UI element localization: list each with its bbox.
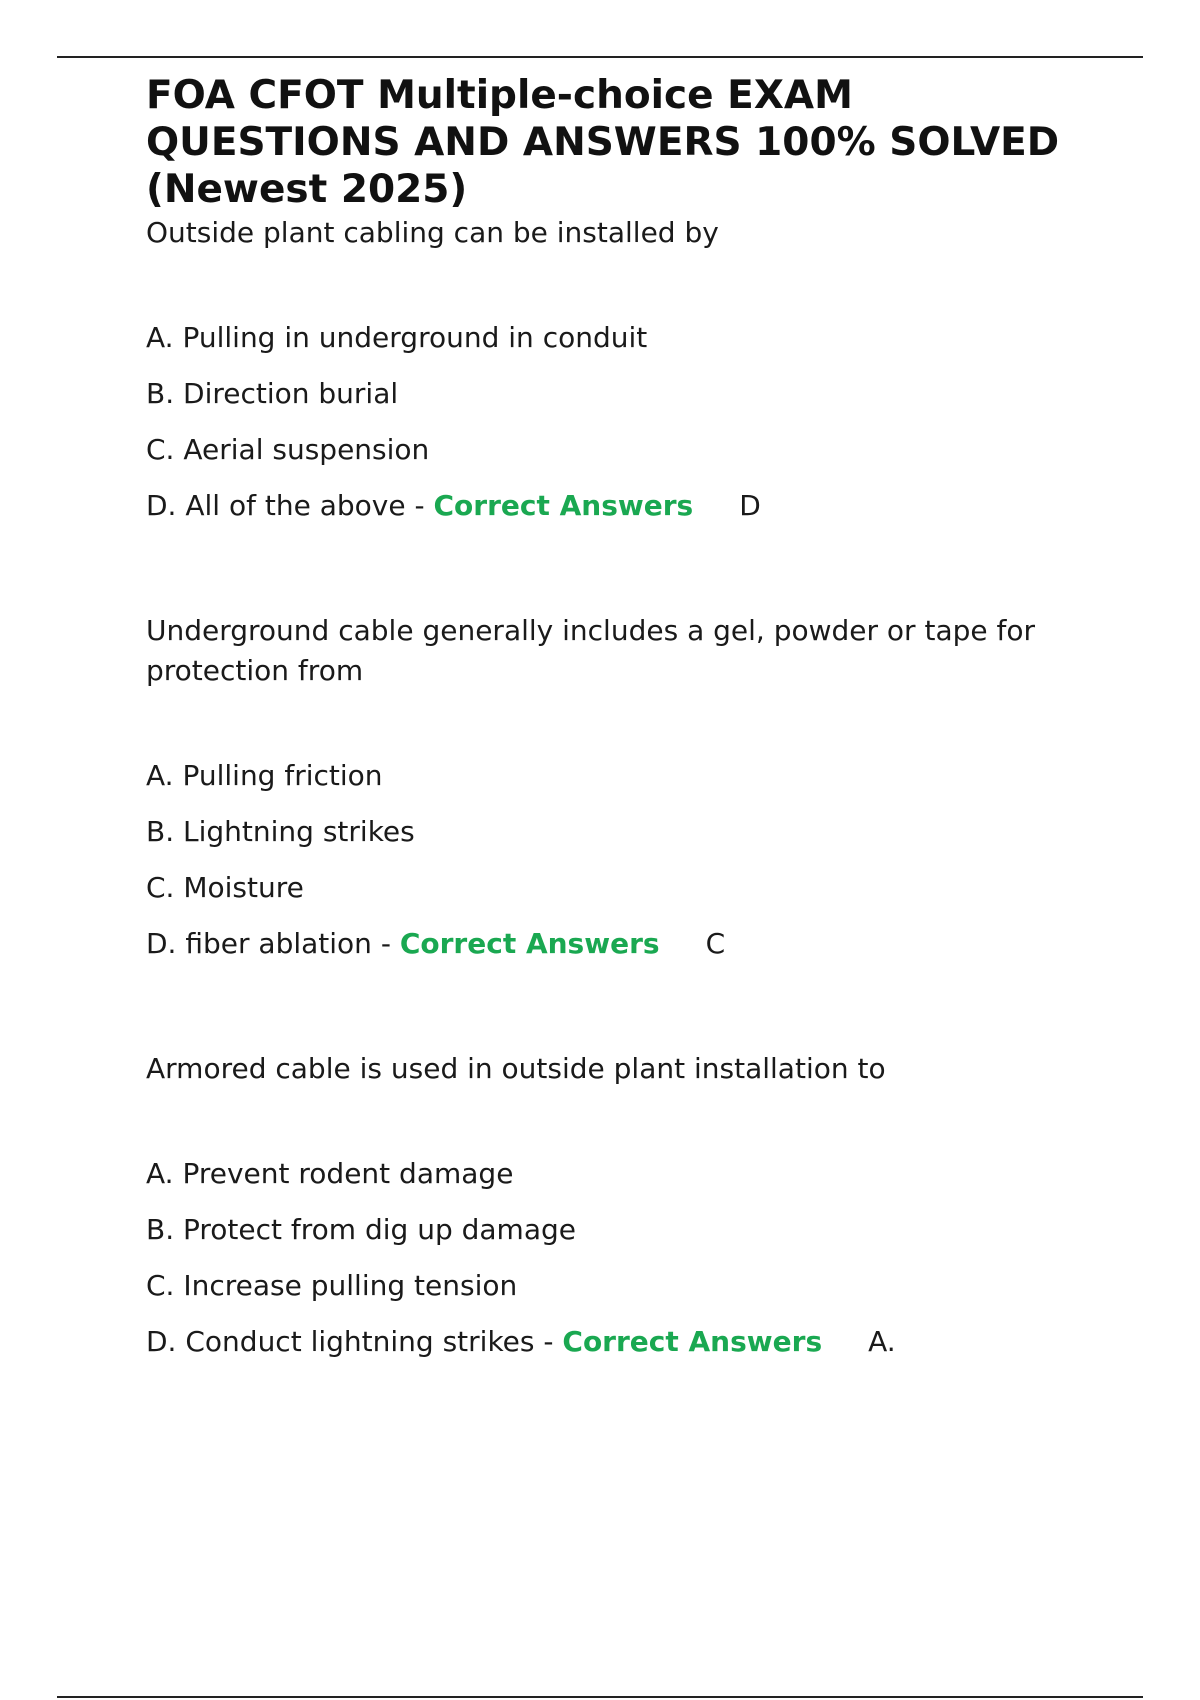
correct-answers-label: Correct Answers	[399, 927, 660, 960]
answer-letter: C	[705, 927, 726, 960]
option-d-text: D. fiber ablation -	[146, 927, 400, 960]
option-c: C. Increase pulling tension	[146, 1269, 518, 1302]
document-body	[146, 72, 1086, 1361]
correct-answers-label: Correct Answers	[562, 1325, 823, 1358]
option-d	[146, 925, 1086, 963]
option-a: A. Prevent rodent damage	[146, 1157, 514, 1190]
option-c: C. Aerial suspension	[146, 433, 430, 466]
options-list	[146, 757, 1086, 963]
question-block-2	[146, 611, 1086, 963]
option-d-text: D. All of the above -	[146, 489, 434, 522]
option-d	[146, 1323, 1086, 1361]
options-list	[146, 1155, 1086, 1361]
question-text: Underground cable generally includes a gel, powder or tape for protection from	[146, 614, 1035, 687]
option-b: B. Lightning strikes	[146, 815, 415, 848]
question-block-1	[146, 213, 1086, 525]
bottom-rule	[57, 1696, 1143, 1698]
option-a: A. Pulling in underground in conduit	[146, 321, 648, 354]
option-d	[146, 487, 1086, 525]
question-text: Armored cable is used in outside plant installation to	[146, 1052, 886, 1085]
option-a: A. Pulling friction	[146, 759, 383, 792]
option-c: C. Moisture	[146, 871, 304, 904]
option-d-text: D. Conduct lightning strikes -	[146, 1325, 563, 1358]
document-title: FOA CFOT Multiple-choice EXAM QUESTIONS AND ANSWERS 100% SOLVED (Newest 2025)	[146, 73, 1060, 212]
options-list	[146, 319, 1086, 525]
question-text: Outside plant cabling can be installed by	[146, 216, 719, 249]
answer-letter: A.	[868, 1325, 896, 1358]
option-b: B. Protect from dig up damage	[146, 1213, 576, 1246]
answer-letter: D	[739, 489, 761, 522]
option-b: B. Direction burial	[146, 377, 399, 410]
correct-answers-label: Correct Answers	[433, 489, 694, 522]
top-rule	[57, 56, 1143, 58]
question-block-3	[146, 1049, 1086, 1361]
